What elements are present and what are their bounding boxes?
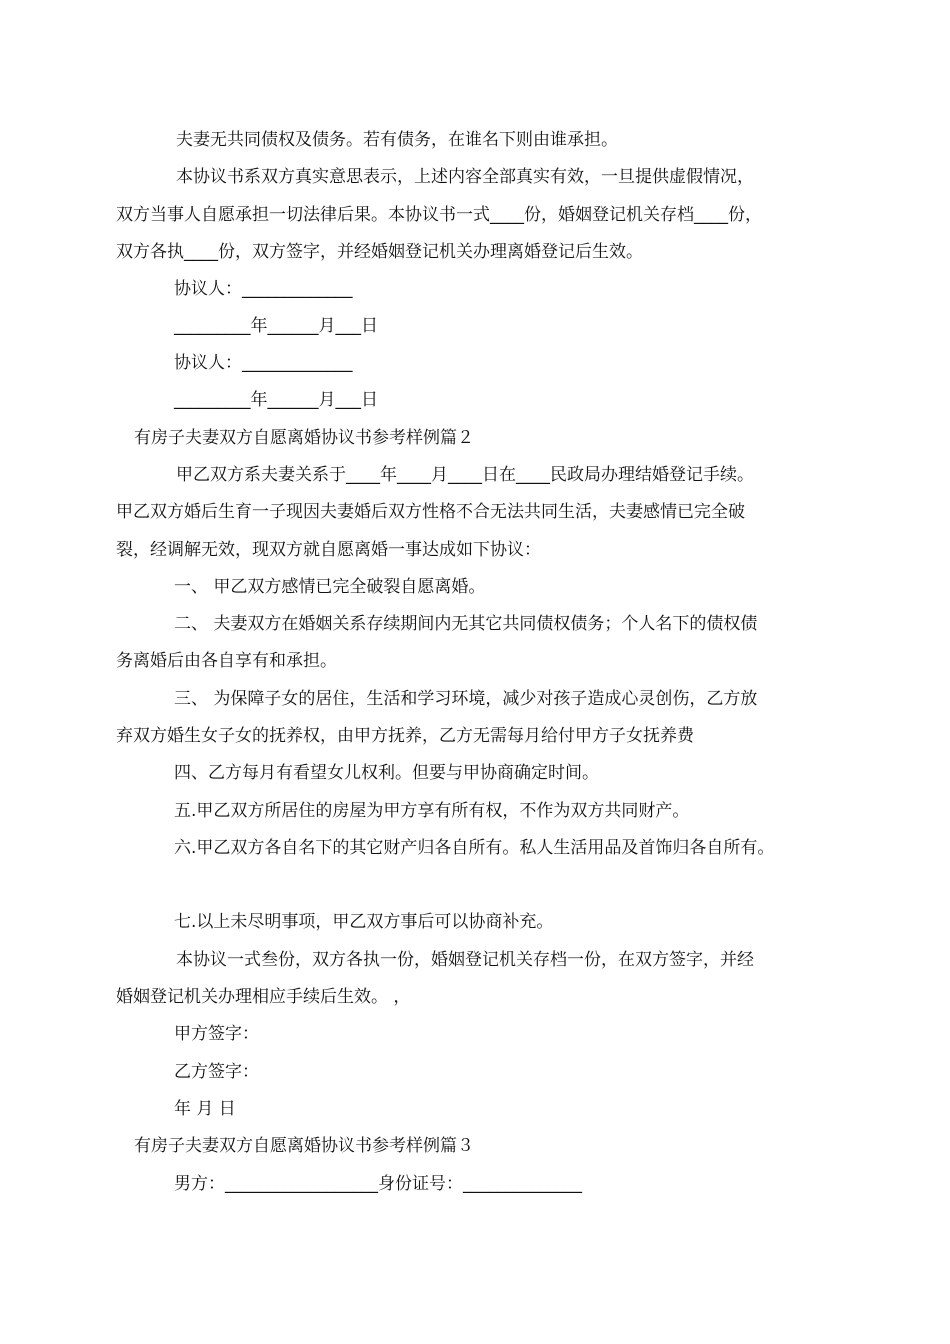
clause-line: 七.以上未尽明事项，甲乙双方事后可以协商补充。 bbox=[174, 912, 554, 932]
paragraph-line: 本协议一式叁份，双方各执一份，婚姻登记机关存档一份，在双方签字，并经 bbox=[176, 950, 754, 970]
signatory-line: 协议人：_____________ bbox=[174, 353, 353, 373]
clause-line: 五.甲乙双方所居住的房屋为甲方享有所有权，不作为双方共同财产。 bbox=[174, 801, 690, 821]
paragraph-line: 双方当事人自愿承担一切法律后果。本协议书一式____份，婚姻登记机关存档____份， bbox=[116, 205, 762, 225]
date-line: _________年______月___日 bbox=[174, 316, 378, 336]
clause-line: 二、 夫妻双方在婚姻关系存续期间内无其它共同债权债务；个人名下的债权债 bbox=[174, 614, 758, 634]
date-line: _________年______月___日 bbox=[174, 390, 378, 410]
paragraph-line: 甲乙双方系夫妻关系于____年____月____日在____民政局办理结婚登记手续。 bbox=[176, 465, 754, 485]
section-heading: 有房子夫妻双方自愿离婚协议书参考样例篇３ bbox=[134, 1136, 474, 1156]
date-line: 年 月 日 bbox=[174, 1099, 236, 1119]
clause-line: 务离婚后由各自享有和承担。 bbox=[116, 651, 337, 671]
clause-line: 三、 为保障子女的居住，生活和学习环境，减少对孩子造成心灵创伤，乙方放 bbox=[174, 689, 758, 709]
clause-line: 一、 甲乙双方感情已完全破裂自愿离婚。 bbox=[174, 577, 486, 597]
male-party-line: 男方：__________________身份证号：______________ bbox=[174, 1174, 582, 1194]
paragraph-line: 裂，经调解无效，现双方就自愿离婚一事达成如下协议： bbox=[116, 540, 541, 560]
paragraph-line: 婚姻登记机关办理相应手续后生效。 ， bbox=[116, 987, 411, 1007]
paragraph-line: 本协议书系双方真实意思表示，上述内容全部真实有效，一旦提供虚假情况， bbox=[176, 167, 754, 187]
signatory-line: 协议人：_____________ bbox=[174, 279, 353, 299]
paragraph-line: 双方各执____份，双方签字，并经婚姻登记机关办理离婚登记后生效。 bbox=[116, 242, 643, 262]
party-b-signature-line: 乙方签字： bbox=[174, 1062, 259, 1082]
clause-line: 六.甲乙双方各自名下的其它财产归各自所有。私人生活用品及首饰归各自所有。 bbox=[174, 838, 775, 858]
clause-line: 弃双方婚生女子女的抚养权，由甲方抚养，乙方无需每月给付甲方子女抚养费 bbox=[116, 726, 694, 746]
party-a-signature-line: 甲方签字： bbox=[174, 1024, 259, 1044]
paragraph-line: 甲乙双方婚后生育一子现因夫妻婚后双方性格不合无法共同生活，夫妻感情已完全破 bbox=[116, 502, 745, 522]
section-heading: 有房子夫妻双方自愿离婚协议书参考样例篇２ bbox=[134, 428, 474, 448]
paragraph-line: 夫妻无共同债权及债务。若有债务，在谁名下则由谁承担。 bbox=[176, 130, 618, 150]
clause-line: 四、乙方每月有看望女儿权利。但要与甲协商确定时间。 bbox=[174, 763, 599, 783]
